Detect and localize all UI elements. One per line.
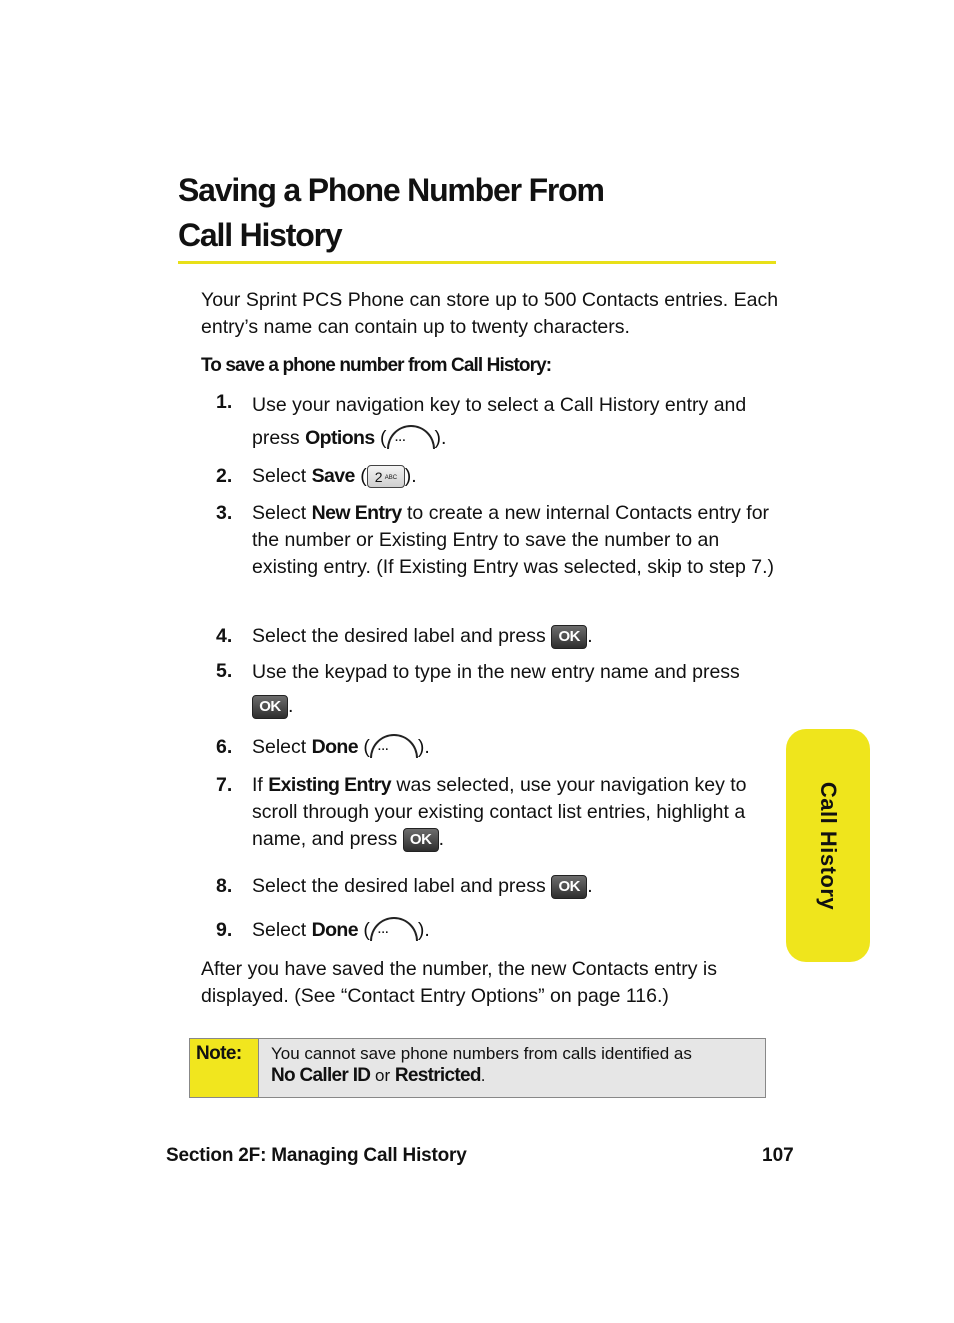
footer-page-number: 107 xyxy=(762,1145,794,1166)
note-label-cell xyxy=(190,1039,259,1097)
step-number: 2. xyxy=(216,465,233,487)
step-number: 7. xyxy=(216,774,233,796)
title-underline-rule xyxy=(178,261,776,264)
step-text: Select the desired label and press OK . xyxy=(252,625,593,647)
step-text: Select the desired label and press OK . xyxy=(252,875,593,897)
procedure-heading: To save a phone number from Call History: xyxy=(201,355,552,376)
step-text: Use your navigation key to select a Call History entry and press Options ( ··· ). xyxy=(252,394,747,449)
ok-key-icon: OK xyxy=(252,695,288,719)
step-number: 8. xyxy=(216,875,233,897)
note-label: Note: xyxy=(196,1043,242,1064)
page-title-line1: Saving a Phone Number From xyxy=(178,172,604,208)
left-softkey-icon: ··· xyxy=(370,734,418,758)
step-number: 5. xyxy=(216,660,233,682)
step-number: 4. xyxy=(216,625,233,647)
page-title xyxy=(178,168,604,258)
note-box xyxy=(189,1038,766,1098)
ok-key-icon: OK xyxy=(403,828,439,852)
intro-paragraph: Your Sprint PCS Phone can store up to 500 Contacts entries. Each entry’s name can contain up to twenty characters. xyxy=(201,289,779,338)
ok-key-icon: OK xyxy=(551,625,587,649)
section-side-tab xyxy=(786,729,870,962)
note-text: You cannot save phone numbers from calls identified as No Caller ID or Restricted. xyxy=(271,1044,692,1086)
step-text: Select New Entry to create a new internal Contacts entry for the number or Existing Entry to save the number to an existing entry. (If Existing Entry was selected, skip to step 7.) xyxy=(252,502,775,578)
step-number: 6. xyxy=(216,736,233,758)
page-title-line2: Call History xyxy=(178,217,342,253)
outro-paragraph: After you have saved the number, the new Contacts entry is displayed. (See “Contact Entry Options” on page 116.) xyxy=(201,958,717,1007)
step-text: If Existing Entry was selected, use your navigation key to scroll through your existing contact list entries, highlight a name, and press OK . xyxy=(252,774,747,850)
step-text: Select Done ( ··· ). xyxy=(252,734,782,761)
side-tab-label: Call History xyxy=(816,781,841,910)
step-text: Select Done ( ··· ). xyxy=(252,917,782,944)
step-text: Select Save ( 2 ABC ). xyxy=(252,465,417,487)
ok-key-icon: OK xyxy=(551,875,587,899)
right-softkey-icon: ··· xyxy=(387,425,435,449)
step-number: 9. xyxy=(216,919,233,941)
step-number: 3. xyxy=(216,502,233,524)
footer-section-title: Section 2F: Managing Call History xyxy=(166,1145,467,1166)
left-softkey-icon: ··· xyxy=(370,917,418,941)
step-text: Use the keypad to type in the new entry name and press OK . xyxy=(252,661,740,717)
step-number: 1. xyxy=(216,391,233,413)
2-abc-key-icon: 2 ABC xyxy=(367,465,405,488)
